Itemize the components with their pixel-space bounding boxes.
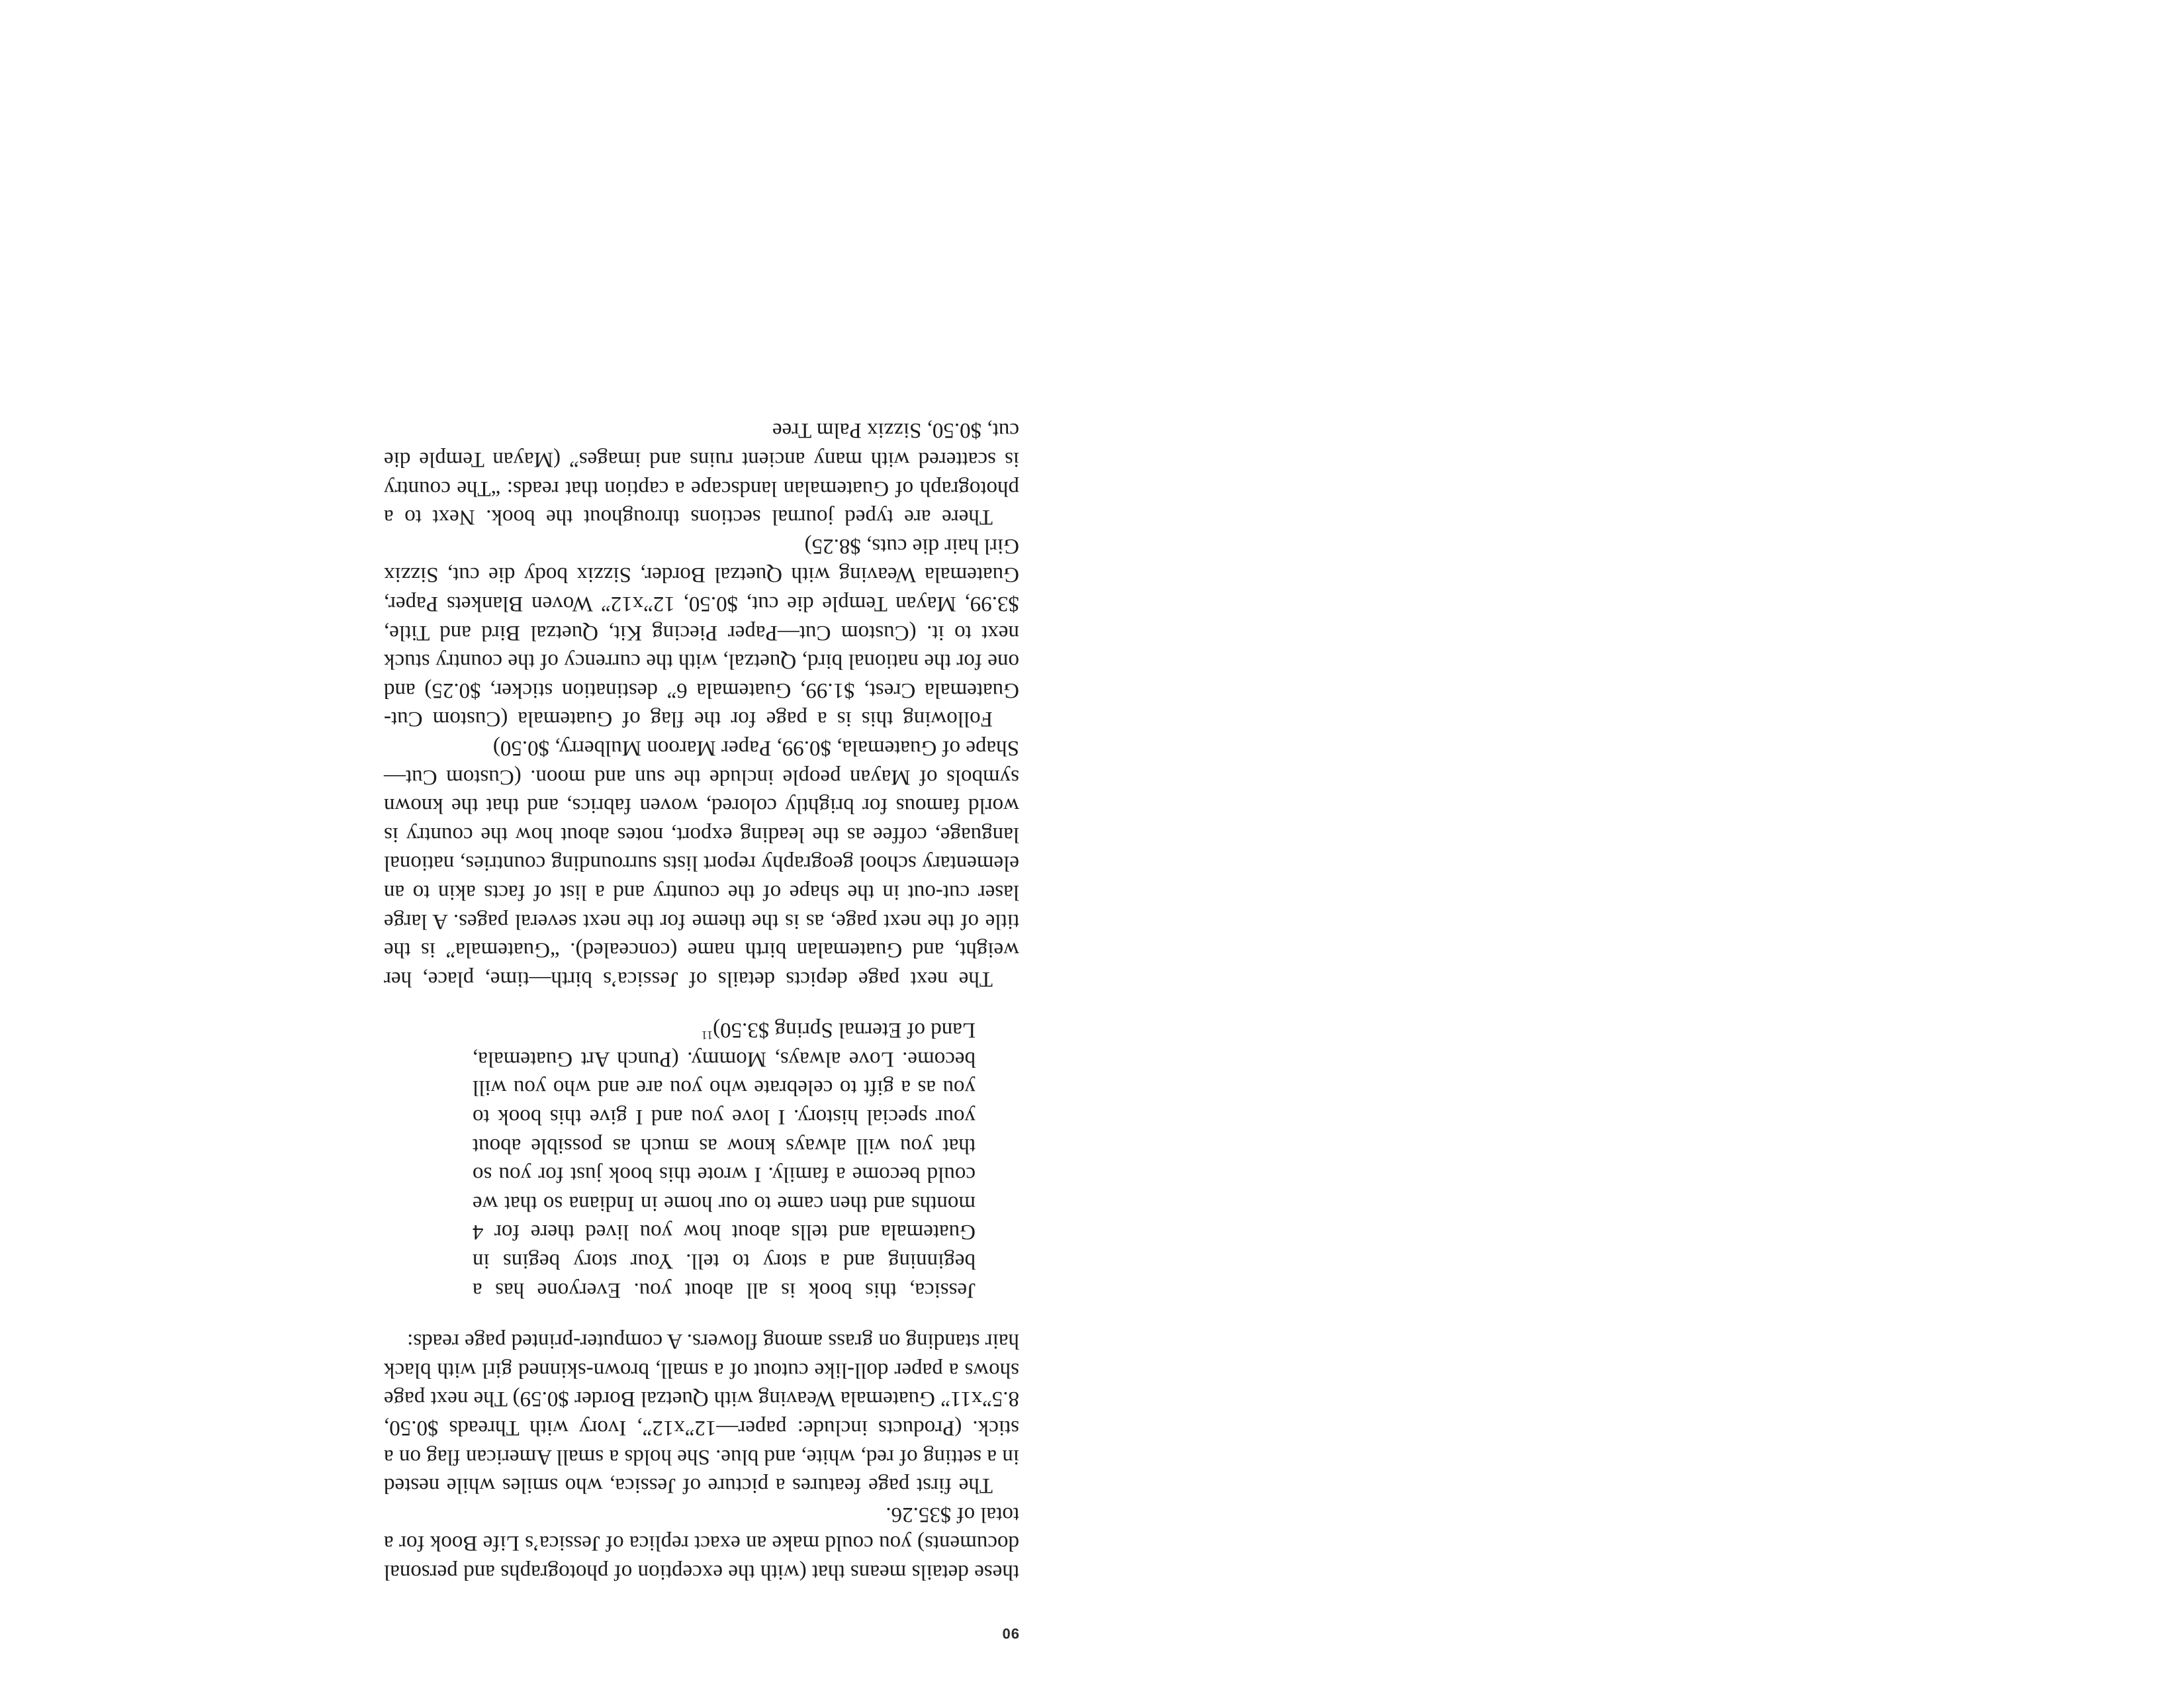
- paragraph-journal-sections: There are typed journal sections throughout the book. Next to a photograph of Guatemalan landscape a caption that reads: “The country is scattered with many ancient ruins and images” (Mayan Temple die cut, $0.50, Sizzix Palm Tree: [384, 418, 1019, 530]
- block-quote: [473, 1015, 976, 1304]
- block-quote-text: Jessica, this book is all about you. Everyone has a beginning and a story to tell. Your story begins in Guatemala and tells about how you lived there for 4 months and then came to our home in Indiana so that we could become a family. I wrote this book just for you so that you will always know as much as possible about your special history. I love you and I give this book to you as a gift to celebrate who you are and who you will become. Love always, Mommy. (Punch Art Guatemala, Land of Eternal Spring $3.50): [473, 1018, 976, 1302]
- footnote-reference: 11: [701, 1029, 713, 1043]
- paragraph-first-page: The first page features a picture of Jessica, who smiles while nested in a setting of red, white, and blue. She holds a small American flag on a stick. (Products include: paper—12”x12”, Ivory with Threads $0.50, 8.5”x11” Guatemala Weaving with Quetzal Border $0.59) The next page shows a paper doll-like cutout of a small, brown-skinned girl with black hair standing on grass among flowers. A computer-printed page reads:: [384, 1329, 1019, 1498]
- paragraph-birth-details: The next page depicts details of Jessica’s birth—time, place, her weight, and Guatemalan birth name (concealed). “Guatemala” is the title of the next page, as is the theme for the next several pages. A large laser cut-out in the shape of the country and a list of facts akin to an elementary school geography report lists surrounding countries, national language, coffee as the leading export, notes about how the country is world famous for brightly colored, woven fabrics, and that the known symbols of Mayan people include the sun and moon. (Custom Cut—Shape of Guatemala, $0.99, Paper Maroon Mulberry, $0.50): [384, 735, 1019, 991]
- book-page: [384, 93, 1019, 1642]
- page-number: 90: [1001, 1625, 1019, 1642]
- page-body: [384, 416, 1019, 1586]
- paragraph-flag-page: Following this is a page for the flag of Guatemala (Custom Cut-Guatemala Crest, $1.99, Guatemala 6” destination sticker, $0.25) and one for the national bird, Quetzal, with the currency of the country stuck next to it. (Custom Cut—Paper Piecing Kit, Quetzal Bird and Title, $3.99, Mayan Temple die cut, $0.50, 12”x12” Woven Blankets Paper, Guatemala Weaving with Quetzal Border, Sizzix body die cut, Sizzix Girl hair die cuts, $8.25): [384, 534, 1019, 731]
- paragraph-continuation: these details means that (with the exception of photographs and personal documents) you could make an exact replica of Jessica’s Life Book for a total of $35.26.: [384, 1502, 1019, 1584]
